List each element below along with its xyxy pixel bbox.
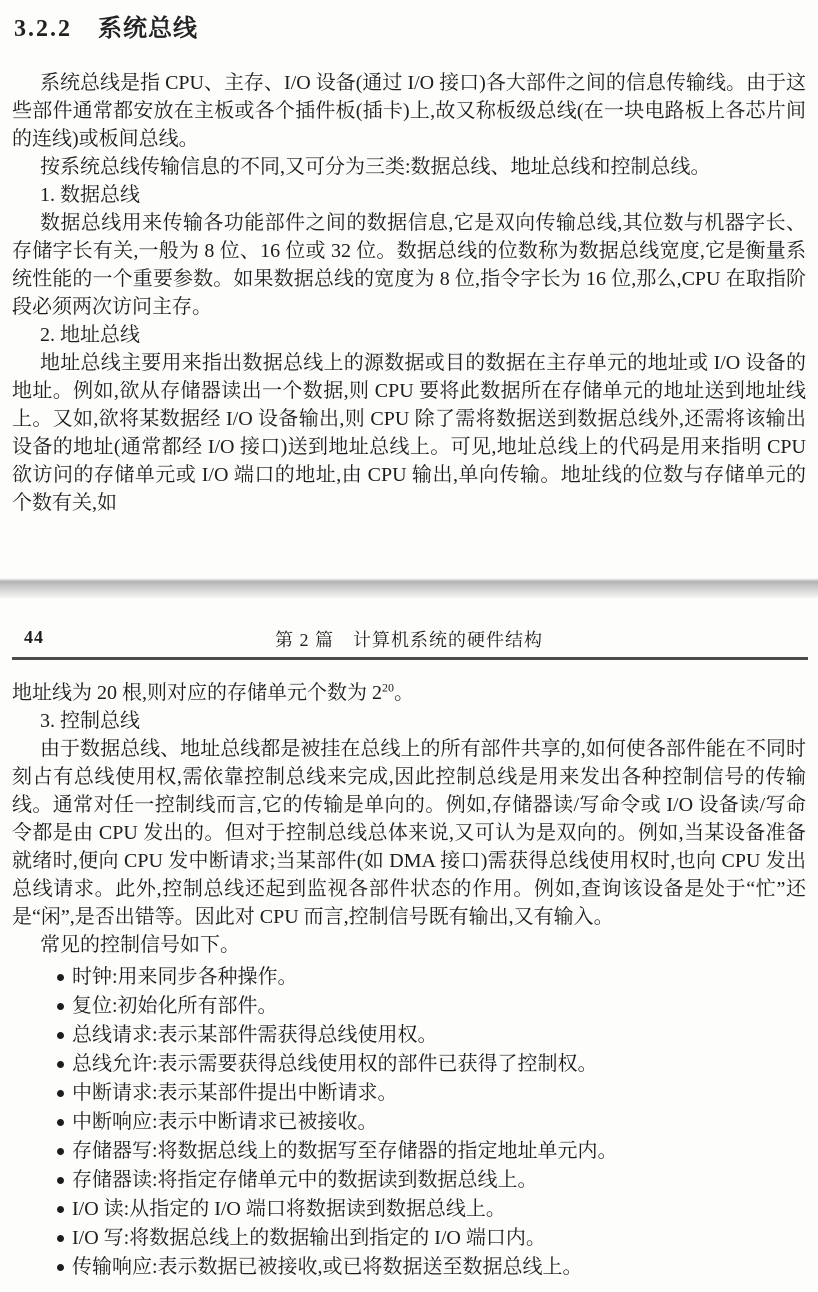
page-44 <box>0 598 818 1292</box>
bullet-icon <box>57 1061 64 1068</box>
list-item-clock <box>12 963 806 992</box>
address-line-period: 。 <box>394 682 414 704</box>
bullet-icon <box>57 1148 64 1155</box>
address-line-text: 地址线为 20 根,则对应的存储单元个数为 2 <box>12 682 382 704</box>
list-item-text: 中断请求:表示某部件提出中断请求。 <box>72 1082 398 1104</box>
bullet-icon <box>57 1177 64 1184</box>
paragraph-data-bus: 数据总线用来传输各功能部件之间的数据信息,它是双向传输总线,其位数与机器字长、存储字长有关,一般为 8 位、16 位或 32 位。数据总线的位数称为数据总线宽度,它是衡量系统性能的一个重要参数。如果数据总线的宽度为 8 位,指令字长为 16 位,那么,CPU 在取指阶段必须两次访问主存。 <box>12 212 806 318</box>
list-item-bus-request <box>12 1021 806 1050</box>
list-item-memory-read <box>12 1166 806 1195</box>
running-header <box>12 626 806 650</box>
list-item-interrupt-ack <box>12 1108 806 1137</box>
paragraph-signals-intro: 常见的控制信号如下。 <box>40 934 240 956</box>
section-number: 3.2.2 <box>14 16 72 42</box>
paragraph-address-bus: 地址总线主要用来指出数据总线上的源数据或目的数据在主存单元的地址或 I/O 设备的地址。例如,欲从存储器读出一个数据,则 CPU 要将此数据所在存储单元的地址送到地址线上。又如,欲将某数据经 I/O 设备输出,则 CPU 除了需将数据送到数据总线外,还需将该输出设备的地址(通常都经 I/O 接口)送到地址总线上。可见,地址总线上的代码是用来指明 CPU 欲访问的存储单元或 I/O 端口的地址,由 CPU 输出,单向传输。地址线的位数与存储单元的个数有关,如 <box>12 352 806 514</box>
bullet-icon <box>57 1206 64 1213</box>
subheading-control-bus: 3. 控制总线 <box>40 710 140 732</box>
list-item-text: I/O 写:将数据总线上的数据输出到指定的 I/O 端口内。 <box>72 1227 546 1249</box>
page-number: 44 <box>24 627 44 647</box>
paragraph-address-lines-count <box>12 679 806 707</box>
list-item-reset <box>12 992 806 1021</box>
section-title: 系统总线 <box>98 16 198 42</box>
list-item-io-write <box>12 1224 806 1253</box>
page-previous <box>0 0 818 578</box>
list-item-text: I/O 读:从指定的 I/O 端口将数据读到数据总线上。 <box>72 1198 506 1220</box>
bullet-icon <box>57 1235 64 1242</box>
paragraph-system-bus-intro: 系统总线是指 CPU、主存、I/O 设备(通过 I/O 接口)各大部件之间的信息传输线。由于这些部件通常都安放在主板或各个插件板(插卡)上,故又称板级总线(在一块电路板上各芯片间的连线)或板间总线。 <box>12 72 806 150</box>
exponent-20: 20 <box>382 680 394 695</box>
list-item-text: 复位:初始化所有部件。 <box>72 995 278 1017</box>
subheading-data-bus: 1. 数据总线 <box>40 184 140 206</box>
list-item-text: 中断响应:表示中断请求已被接收。 <box>72 1111 378 1133</box>
section-heading <box>14 8 806 43</box>
control-signal-list <box>12 963 806 1282</box>
bullet-icon <box>57 1003 64 1010</box>
paragraph-control-bus: 由于数据总线、地址总线都是被挂在总线上的所有部件共享的,如何使各部件能在不同时刻占有总线使用权,需依靠控制总线来完成,因此控制总线是用来发出各种控制信号的传输线。通常对任一控制线而言,它的传输是单向的。例如,存储器读/写命令或 I/O 设备读/写命令都是由 CPU 发出的。但对于控制总线总体来说,又可认为是双向的。例如,当某设备准备就绪时,便向 CPU 发中断请求;当某部件(如 DMA 接口)需获得总线使用权时,也向 CPU 发出总线请求。此外,控制总线还起到监视各部件状态的作用。例如,查询该设备是处于“忙”还是“闲”,是否出错等。因此对 CPU 而言,控制信号既有输出,又有输入。 <box>12 738 806 928</box>
bullet-icon <box>57 1090 64 1097</box>
bullet-icon <box>57 974 64 981</box>
list-item-text: 存储器读:将指定存储单元中的数据读到数据总线上。 <box>72 1169 538 1191</box>
running-title: 第 2 篇 计算机系统的硬件结构 <box>275 630 543 650</box>
list-item-text: 总线请求:表示某部件需获得总线使用权。 <box>72 1024 438 1046</box>
subheading-address-bus: 2. 地址总线 <box>40 324 140 346</box>
bullet-icon <box>57 1032 64 1039</box>
list-item-bus-grant <box>12 1050 806 1079</box>
list-item-transfer-ack <box>12 1253 806 1282</box>
header-rule <box>12 657 808 660</box>
list-item-text: 存储器写:将数据总线上的数据写至存储器的指定地址单元内。 <box>72 1140 618 1162</box>
paragraph-bus-classification: 按系统总线传输信息的不同,又可分为三类:数据总线、地址总线和控制总线。 <box>40 156 711 178</box>
list-item-io-read <box>12 1195 806 1224</box>
bullet-icon <box>57 1264 64 1271</box>
page-break-shadow <box>0 578 818 598</box>
list-item-memory-write <box>12 1137 806 1166</box>
list-item-text: 总线允许:表示需要获得总线使用权的部件已获得了控制权。 <box>72 1053 598 1075</box>
bullet-icon <box>57 1119 64 1126</box>
list-item-interrupt-request <box>12 1079 806 1108</box>
list-item-text: 时钟:用来同步各种操作。 <box>72 966 298 988</box>
list-item-text: 传输响应:表示数据已被接收,或已将数据送至数据总线上。 <box>72 1256 583 1278</box>
